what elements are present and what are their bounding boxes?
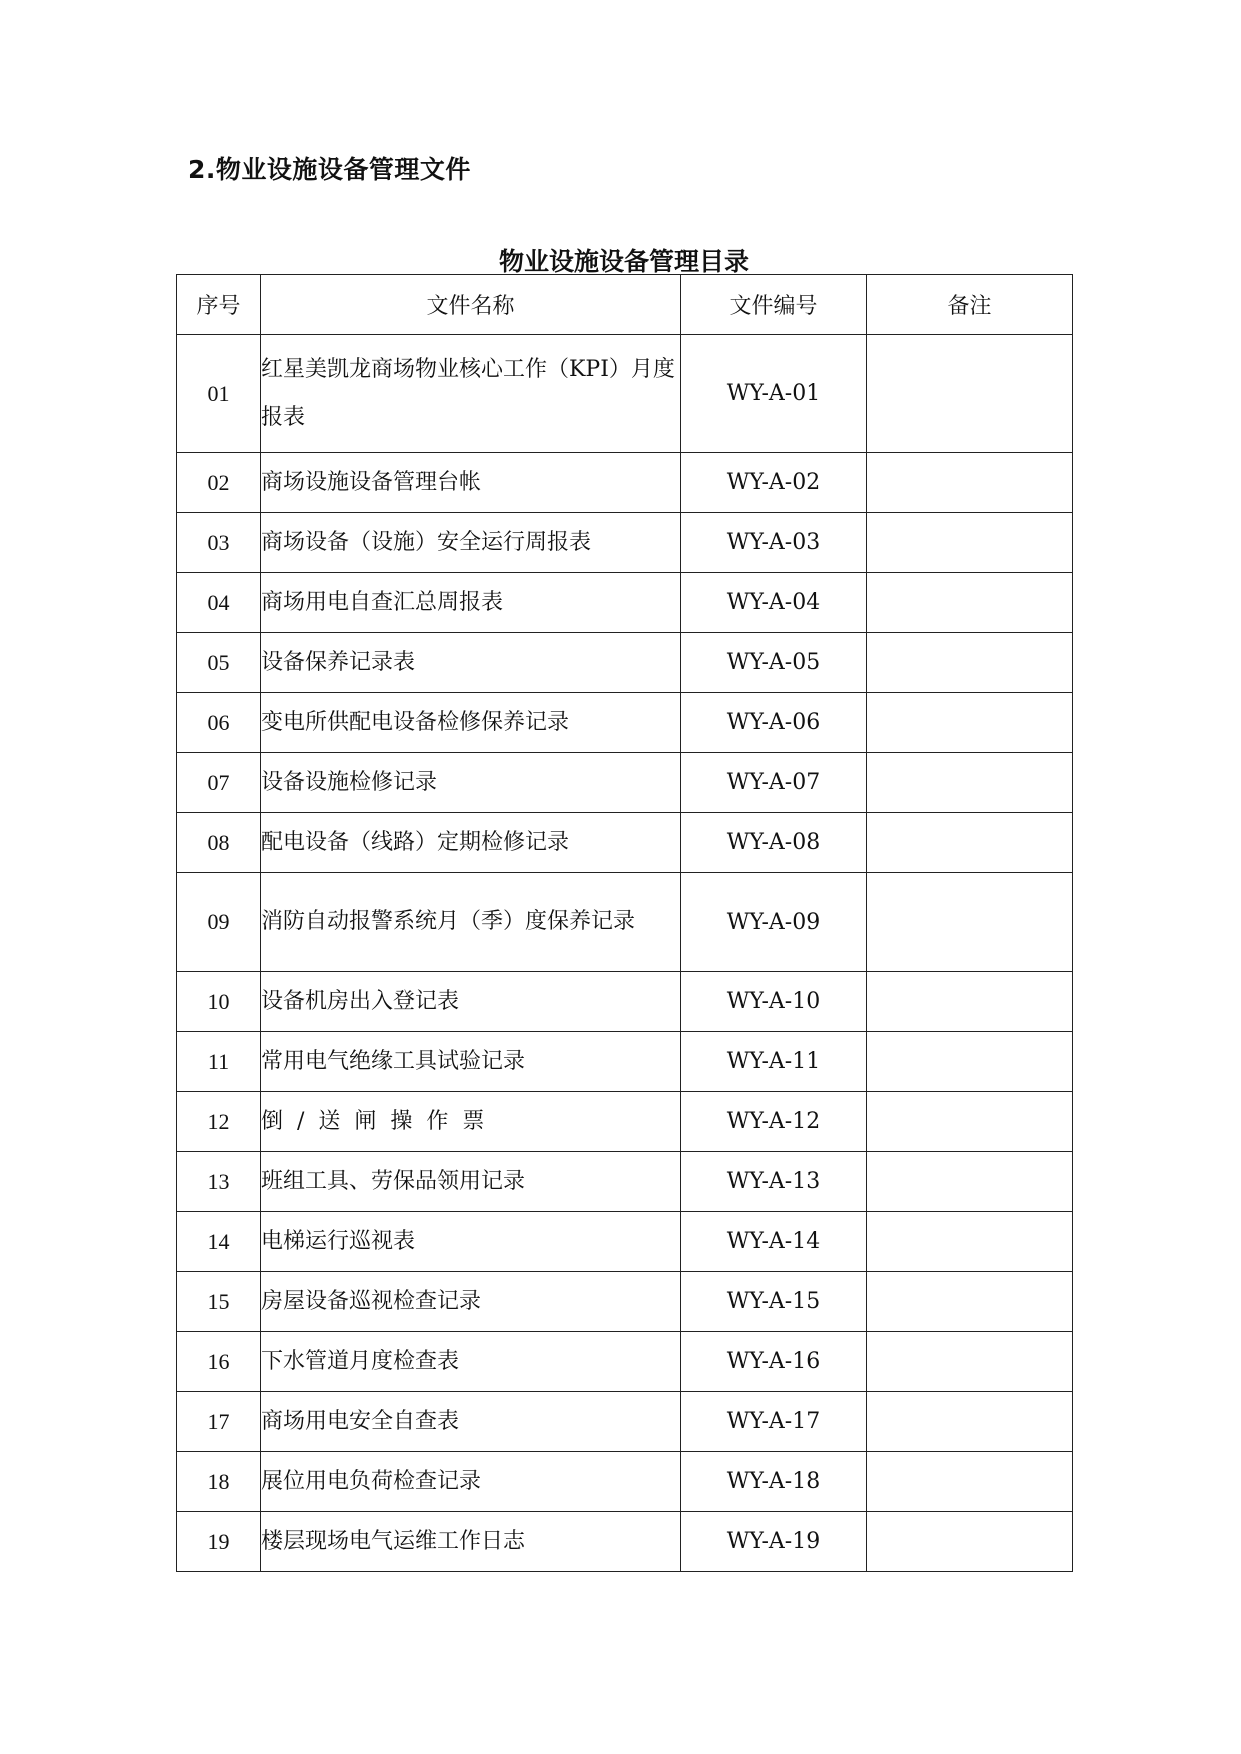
table-header-row — [177, 275, 1073, 335]
cell-name: 楼层现场电气运维工作日志 — [261, 1512, 681, 1572]
cell-remark — [867, 1092, 1073, 1152]
table-row — [177, 633, 1073, 693]
cell-no: 13 — [177, 1152, 261, 1212]
cell-remark — [867, 633, 1073, 693]
cell-no: 19 — [177, 1512, 261, 1572]
cell-remark — [867, 972, 1073, 1032]
cell-no: 07 — [177, 753, 261, 813]
table-row — [177, 513, 1073, 573]
header-no: 序号 — [177, 275, 261, 335]
cell-name: 设备保养记录表 — [261, 633, 681, 693]
cell-remark — [867, 1332, 1073, 1392]
header-code: 文件编号 — [681, 275, 867, 335]
cell-code: WY-A-07 — [681, 753, 867, 813]
cell-name: 商场用电自查汇总周报表 — [261, 573, 681, 633]
cell-no: 11 — [177, 1032, 261, 1092]
table-row — [177, 1272, 1073, 1332]
table-row — [177, 813, 1073, 873]
cell-name: 房屋设备巡视检查记录 — [261, 1272, 681, 1332]
cell-remark — [867, 1152, 1073, 1212]
cell-remark — [867, 753, 1073, 813]
cell-name: 红星美凯龙商场物业核心工作（KPI）月度报表 — [261, 335, 681, 453]
cell-code: WY-A-09 — [681, 873, 867, 972]
cell-name: 班组工具、劳保品领用记录 — [261, 1152, 681, 1212]
table-body — [177, 335, 1073, 1572]
table-row — [177, 335, 1073, 453]
table-title: 物业设施设备管理目录 — [498, 247, 749, 276]
cell-code: WY-A-12 — [681, 1092, 867, 1152]
cell-code: WY-A-02 — [681, 453, 867, 513]
cell-no: 16 — [177, 1332, 261, 1392]
table-row — [177, 1332, 1073, 1392]
cell-no: 17 — [177, 1392, 261, 1452]
cell-code: WY-A-11 — [681, 1032, 867, 1092]
table-row — [177, 873, 1073, 972]
cell-no: 15 — [177, 1272, 261, 1332]
cell-no: 02 — [177, 453, 261, 513]
cell-code: WY-A-18 — [681, 1452, 867, 1512]
cell-remark — [867, 1032, 1073, 1092]
cell-code: WY-A-05 — [681, 633, 867, 693]
cell-code: WY-A-17 — [681, 1392, 867, 1452]
table-row — [177, 1512, 1073, 1572]
table-row — [177, 453, 1073, 513]
cell-no: 09 — [177, 873, 261, 972]
cell-remark — [867, 873, 1073, 972]
header-name: 文件名称 — [261, 275, 681, 335]
cell-no: 01 — [177, 335, 261, 453]
cell-name: 商场用电安全自查表 — [261, 1392, 681, 1452]
header-remark: 备注 — [867, 275, 1073, 335]
table-row — [177, 1452, 1073, 1512]
cell-no: 06 — [177, 693, 261, 753]
catalog-table — [176, 274, 1073, 1572]
cell-name: 商场设施设备管理台帐 — [261, 453, 681, 513]
cell-name: 下水管道月度检查表 — [261, 1332, 681, 1392]
cell-code: WY-A-04 — [681, 573, 867, 633]
cell-remark — [867, 813, 1073, 873]
cell-no: 12 — [177, 1092, 261, 1152]
cell-remark — [867, 693, 1073, 753]
table-row — [177, 1032, 1073, 1092]
cell-no: 10 — [177, 972, 261, 1032]
cell-name: 商场设备（设施）安全运行周报表 — [261, 513, 681, 573]
cell-code: WY-A-06 — [681, 693, 867, 753]
cell-name: 配电设备（线路）定期检修记录 — [261, 813, 681, 873]
cell-code: WY-A-19 — [681, 1512, 867, 1572]
cell-name: 设备机房出入登记表 — [261, 972, 681, 1032]
cell-code: WY-A-14 — [681, 1212, 867, 1272]
cell-code: WY-A-10 — [681, 972, 867, 1032]
cell-remark — [867, 1392, 1073, 1452]
cell-code: WY-A-08 — [681, 813, 867, 873]
table-row — [177, 1212, 1073, 1272]
cell-no: 08 — [177, 813, 261, 873]
table-row — [177, 753, 1073, 813]
cell-name: 展位用电负荷检查记录 — [261, 1452, 681, 1512]
cell-remark — [867, 573, 1073, 633]
cell-remark — [867, 453, 1073, 513]
cell-code: WY-A-15 — [681, 1272, 867, 1332]
cell-remark — [867, 1272, 1073, 1332]
cell-remark — [867, 1212, 1073, 1272]
cell-name: 倒/送闸操作票 — [261, 1092, 681, 1152]
cell-code: WY-A-01 — [681, 335, 867, 453]
cell-name: 设备设施检修记录 — [261, 753, 681, 813]
cell-no: 18 — [177, 1452, 261, 1512]
cell-code: WY-A-16 — [681, 1332, 867, 1392]
table-row — [177, 1392, 1073, 1452]
table-row — [177, 573, 1073, 633]
cell-no: 14 — [177, 1212, 261, 1272]
cell-code: WY-A-03 — [681, 513, 867, 573]
cell-name: 电梯运行巡视表 — [261, 1212, 681, 1272]
cell-no: 05 — [177, 633, 261, 693]
cell-code: WY-A-13 — [681, 1152, 867, 1212]
table-row — [177, 1152, 1073, 1212]
section-heading: 2.物业设施设备管理文件 — [188, 155, 471, 184]
cell-remark — [867, 1512, 1073, 1572]
cell-name: 变电所供配电设备检修保养记录 — [261, 693, 681, 753]
cell-remark — [867, 335, 1073, 453]
cell-remark — [867, 1452, 1073, 1512]
cell-remark — [867, 513, 1073, 573]
table-row — [177, 693, 1073, 753]
cell-no: 03 — [177, 513, 261, 573]
cell-name: 常用电气绝缘工具试验记录 — [261, 1032, 681, 1092]
table-row — [177, 1092, 1073, 1152]
cell-no: 04 — [177, 573, 261, 633]
cell-name: 消防自动报警系统月（季）度保养记录 — [261, 873, 681, 972]
table-row — [177, 972, 1073, 1032]
